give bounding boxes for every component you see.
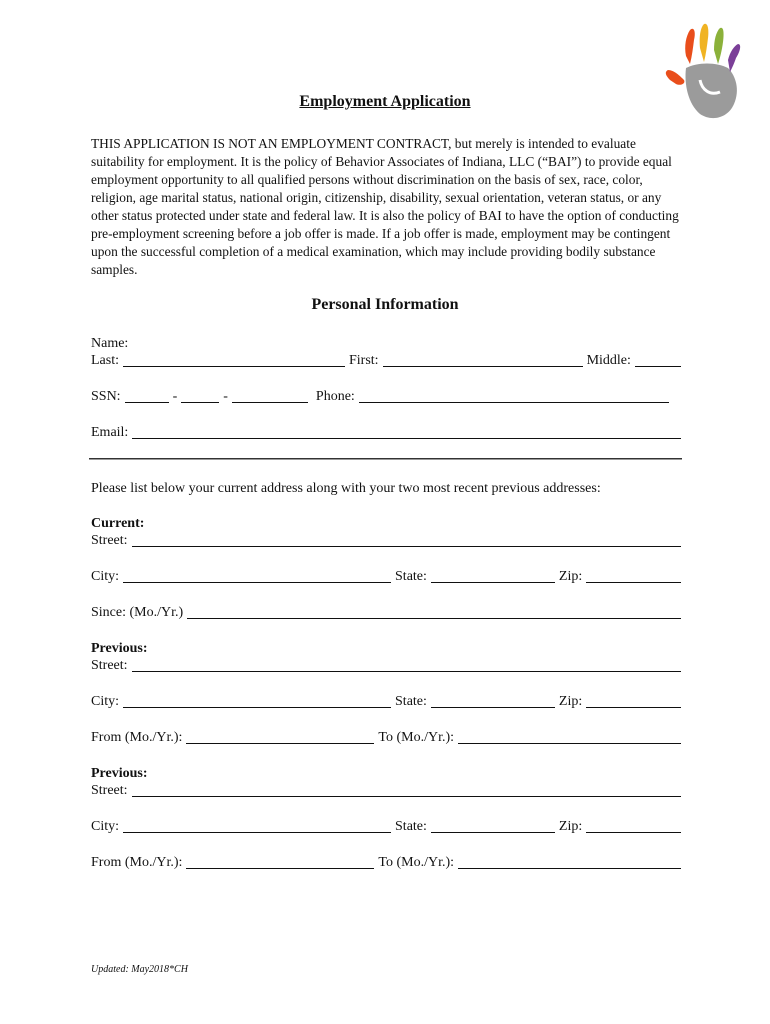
first-name-field[interactable] <box>383 352 583 367</box>
middle-name-label: Middle: <box>586 353 631 368</box>
to-label: To (Mo./Yr.): <box>378 855 455 870</box>
footer-updated: Updated: May2018*CH <box>91 964 188 975</box>
zip-label: Zip: <box>558 694 583 709</box>
street-label: Street: <box>91 783 128 798</box>
finger-purple <box>728 44 740 72</box>
current-since-row <box>91 603 681 621</box>
city-label: City: <box>91 569 120 584</box>
previous1-dates-row <box>91 728 681 746</box>
previous2-to-field[interactable] <box>458 854 681 869</box>
previous1-from-field[interactable] <box>186 729 374 744</box>
previous1-street-row <box>91 656 681 674</box>
previous2-street-field[interactable] <box>132 782 681 797</box>
state-label: State: <box>395 569 427 584</box>
page-title: Employment Application <box>299 93 471 110</box>
previous1-state-field[interactable] <box>431 693 555 708</box>
from-label: From (Mo./Yr.): <box>91 730 183 745</box>
name-row <box>91 351 681 369</box>
state-label: State: <box>395 819 427 834</box>
from-label: From (Mo./Yr.): <box>91 855 183 870</box>
previous-address-heading-2: Previous: <box>91 766 148 781</box>
ssn-part1-field[interactable] <box>125 388 169 403</box>
current-city-row <box>91 567 681 585</box>
zip-label: Zip: <box>558 819 583 834</box>
ssn-label: SSN: <box>91 389 121 404</box>
current-street-row <box>91 531 681 549</box>
email-row <box>91 423 681 441</box>
ssn-part2-field[interactable] <box>181 388 219 403</box>
ssn-phone-row <box>91 387 681 405</box>
current-zip-field[interactable] <box>586 568 681 583</box>
previous2-from-field[interactable] <box>186 854 374 869</box>
street-label: Street: <box>91 533 128 548</box>
street-label: Street: <box>91 658 128 673</box>
last-name-field[interactable] <box>123 352 345 367</box>
current-since-field[interactable] <box>187 604 681 619</box>
email-label: Email: <box>91 425 129 440</box>
finger-green <box>714 28 724 64</box>
current-city-field[interactable] <box>123 568 391 583</box>
name-heading: Name: <box>91 336 129 351</box>
previous1-zip-field[interactable] <box>586 693 681 708</box>
previous2-dates-row <box>91 853 681 871</box>
middle-name-field[interactable] <box>635 352 681 367</box>
ssn-separator: - <box>223 389 228 404</box>
previous1-street-field[interactable] <box>132 657 681 672</box>
first-name-label: First: <box>349 353 379 368</box>
city-label: City: <box>91 819 120 834</box>
previous2-city-row <box>91 817 681 835</box>
section-divider <box>89 458 682 460</box>
email-field[interactable] <box>132 424 681 439</box>
previous1-city-row <box>91 692 681 710</box>
zip-label: Zip: <box>558 569 583 584</box>
phone-label: Phone: <box>315 389 355 404</box>
previous-address-heading-1: Previous: <box>91 641 148 656</box>
ssn-part3-field[interactable] <box>232 388 308 403</box>
ssn-separator: - <box>172 389 178 404</box>
current-address-heading: Current: <box>91 516 145 531</box>
previous1-city-field[interactable] <box>123 693 391 708</box>
previous2-city-field[interactable] <box>123 818 391 833</box>
current-state-field[interactable] <box>431 568 555 583</box>
current-street-field[interactable] <box>132 532 681 547</box>
since-label: Since: (Mo./Yr.) <box>91 605 184 620</box>
section-title-personal: Personal Information <box>311 296 459 313</box>
city-label: City: <box>91 694 120 709</box>
previous2-state-field[interactable] <box>431 818 555 833</box>
intro-paragraph: THIS APPLICATION IS NOT AN EMPLOYMENT CONTRACT, but merely is intended to evaluate suitability for employment. It is the policy of Behavior Associates of Indiana, LLC (“BAI”) to provide equal employment opportunity to all qualified persons without discrimination on the basis of sex, race, color, religion, age marital status, national origin, citizenship, disability, sexual orientation, veteran status, or any other status protected under state and federal law. It is also the policy of BAI to have the option of conducting pre-employment screening before a job offer is made. If a job offer is made, employment may be contingent upon the successful completion of a medical examination, which may include providing bodily substance samples. <box>91 136 679 277</box>
to-label: To (Mo./Yr.): <box>378 730 455 745</box>
last-name-label: Last: <box>91 353 119 368</box>
previous2-street-row <box>91 781 681 799</box>
previous1-to-field[interactable] <box>458 729 681 744</box>
address-instructions: Please list below your current address along with your two most recent previous addresses: <box>91 481 601 496</box>
phone-field[interactable] <box>359 388 669 403</box>
previous2-zip-field[interactable] <box>586 818 681 833</box>
thumb-red <box>666 70 685 85</box>
finger-yellow <box>700 24 709 62</box>
finger-orange <box>685 29 695 64</box>
state-label: State: <box>395 694 427 709</box>
